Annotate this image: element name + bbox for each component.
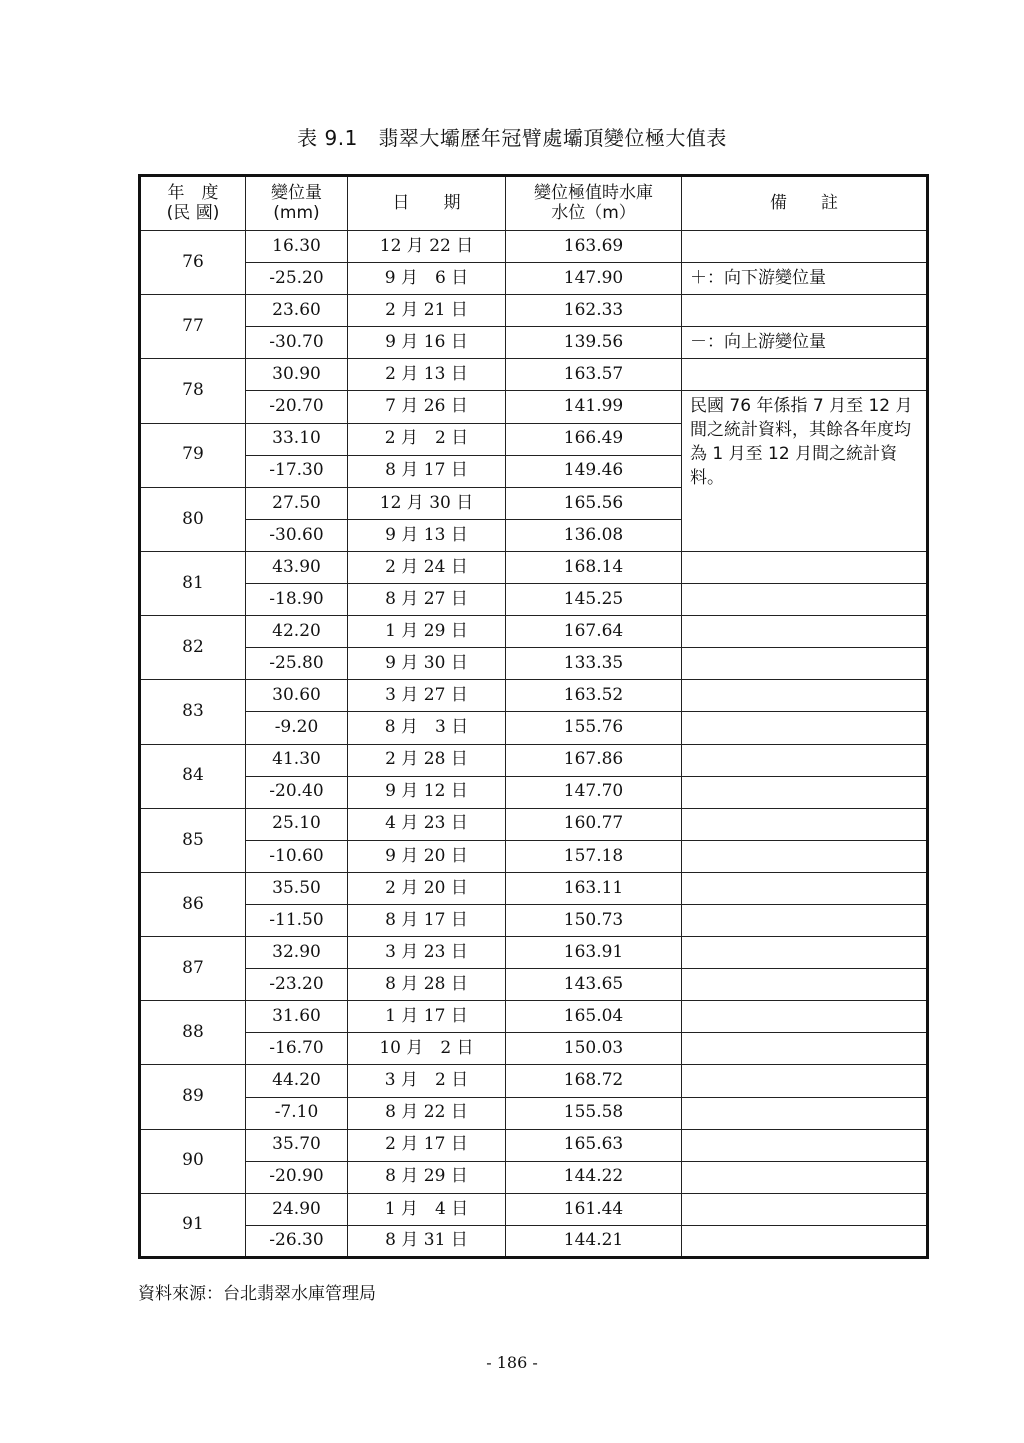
water-level-cell: 147.70 <box>506 776 682 808</box>
water-level-cell: 150.03 <box>506 1033 682 1065</box>
date-cell: 4 月 23 日 <box>348 808 506 840</box>
displacement-cell: -25.20 <box>246 263 348 295</box>
year-cell: 81 <box>140 551 246 615</box>
table-row <box>140 648 928 680</box>
table-row <box>140 1001 928 1033</box>
header-text: 年 度 <box>167 182 219 203</box>
table-row <box>140 776 928 808</box>
table-row <box>140 1161 928 1193</box>
table-row <box>140 616 928 648</box>
displacement-cell: 27.50 <box>246 487 348 519</box>
date-cell: 9 月 6 日 <box>348 263 506 295</box>
date-cell: 8 月 17 日 <box>348 904 506 936</box>
displacement-cell: -11.50 <box>246 904 348 936</box>
remarks-cell <box>682 1001 928 1033</box>
displacement-cell: 41.30 <box>246 744 348 776</box>
header-date <box>348 176 506 231</box>
date-cell: 9 月 20 日 <box>348 840 506 872</box>
water-level-cell: 163.52 <box>506 680 682 712</box>
water-level-cell: 139.56 <box>506 327 682 359</box>
table-row <box>140 359 928 391</box>
date-cell: 2 月 13 日 <box>348 359 506 391</box>
displacement-cell: -23.20 <box>246 969 348 1001</box>
date-cell: 1 月 29 日 <box>348 616 506 648</box>
year-cell: 76 <box>140 231 246 295</box>
date-cell: 2 月 17 日 <box>348 1129 506 1161</box>
year-cell: 90 <box>140 1129 246 1193</box>
water-level-cell: 161.44 <box>506 1193 682 1225</box>
date-cell: 8 月 29 日 <box>348 1161 506 1193</box>
remarks-cell <box>682 359 928 391</box>
date-cell: 12 月 30 日 <box>348 487 506 519</box>
displacement-cell: 30.60 <box>246 680 348 712</box>
date-cell: 8 月 22 日 <box>348 1097 506 1129</box>
header-water-level <box>506 176 682 231</box>
year-cell: 77 <box>140 295 246 359</box>
table-row <box>140 1129 928 1161</box>
displacement-cell: 44.20 <box>246 1065 348 1097</box>
displacement-cell: -17.30 <box>246 455 348 487</box>
displacement-cell: -30.60 <box>246 519 348 551</box>
remarks-cell <box>682 776 928 808</box>
remarks-note: 民國 76 年係指 7 月至 12 月間之統計資料，其餘各年度均為 1 月至 12 月間之統計資料。 <box>682 391 928 551</box>
table-row <box>140 295 928 327</box>
date-cell: 2 月 24 日 <box>348 551 506 583</box>
displacement-cell: -25.80 <box>246 648 348 680</box>
table-row <box>140 872 928 904</box>
water-level-cell: 136.08 <box>506 519 682 551</box>
year-cell: 78 <box>140 359 246 423</box>
remarks-cell <box>682 584 928 616</box>
displacement-cell: 24.90 <box>246 1193 348 1225</box>
table-row <box>140 1033 928 1065</box>
year-cell: 83 <box>140 680 246 744</box>
year-cell: 85 <box>140 808 246 872</box>
date-cell: 7 月 26 日 <box>348 391 506 423</box>
displacement-cell: 16.30 <box>246 231 348 263</box>
table-row <box>140 1065 928 1097</box>
date-cell: 2 月 28 日 <box>348 744 506 776</box>
remarks-cell <box>682 1193 928 1225</box>
displacement-cell: 33.10 <box>246 423 348 455</box>
table-row <box>140 584 928 616</box>
date-cell: 1 月 4 日 <box>348 1193 506 1225</box>
remarks-cell <box>682 1161 928 1193</box>
remarks-cell <box>682 840 928 872</box>
water-level-cell: 150.73 <box>506 904 682 936</box>
table-row <box>140 551 928 583</box>
year-cell: 82 <box>140 616 246 680</box>
date-cell: 9 月 30 日 <box>348 648 506 680</box>
header-text: 變位量 <box>271 182 322 203</box>
year-cell: 80 <box>140 487 246 551</box>
displacement-cell: -26.30 <box>246 1225 348 1257</box>
data-source: 資料來源：台北翡翠水庫管理局 <box>138 1284 376 1304</box>
date-cell: 9 月 16 日 <box>348 327 506 359</box>
header-text: 變位極值時水庫 <box>534 182 653 203</box>
displacement-table <box>138 174 929 1259</box>
date-cell: 12 月 22 日 <box>348 231 506 263</box>
table-row <box>140 1225 928 1257</box>
date-cell: 1 月 17 日 <box>348 1001 506 1033</box>
table-row <box>140 904 928 936</box>
water-level-cell: 163.57 <box>506 359 682 391</box>
header-text: 日 期 <box>392 192 461 213</box>
header-displacement <box>246 176 348 231</box>
date-cell: 9 月 13 日 <box>348 519 506 551</box>
table-row <box>140 712 928 744</box>
displacement-cell: 35.50 <box>246 872 348 904</box>
remarks-cell <box>682 1225 928 1257</box>
displacement-cell: 31.60 <box>246 1001 348 1033</box>
water-level-cell: 167.64 <box>506 616 682 648</box>
displacement-cell: -20.40 <box>246 776 348 808</box>
table-row <box>140 263 928 295</box>
date-cell: 8 月 27 日 <box>348 584 506 616</box>
header-text: 備 註 <box>770 192 838 213</box>
water-level-cell: 163.91 <box>506 937 682 969</box>
date-cell: 10 月 2 日 <box>348 1033 506 1065</box>
year-cell: 87 <box>140 937 246 1001</box>
remarks-cell <box>682 1097 928 1129</box>
date-cell: 8 月 17 日 <box>348 455 506 487</box>
year-cell: 89 <box>140 1065 246 1129</box>
displacement-cell: -30.70 <box>246 327 348 359</box>
date-cell: 3 月 2 日 <box>348 1065 506 1097</box>
date-cell: 3 月 27 日 <box>348 680 506 712</box>
water-level-cell: 160.77 <box>506 808 682 840</box>
table-row <box>140 231 928 263</box>
water-level-cell: 163.11 <box>506 872 682 904</box>
header-row <box>140 176 928 231</box>
remarks-cell: －：向上游變位量 <box>682 327 928 359</box>
date-cell: 8 月 28 日 <box>348 969 506 1001</box>
displacement-cell: -18.90 <box>246 584 348 616</box>
remarks-cell <box>682 969 928 1001</box>
date-cell: 2 月 20 日 <box>348 872 506 904</box>
water-level-cell: 147.90 <box>506 263 682 295</box>
table-row <box>140 840 928 872</box>
table-row <box>140 969 928 1001</box>
water-level-cell: 163.69 <box>506 231 682 263</box>
water-level-cell: 143.65 <box>506 969 682 1001</box>
displacement-cell: -10.60 <box>246 840 348 872</box>
year-cell: 88 <box>140 1001 246 1065</box>
water-level-cell: 165.04 <box>506 1001 682 1033</box>
remarks-cell <box>682 616 928 648</box>
date-cell: 3 月 23 日 <box>348 937 506 969</box>
table-row <box>140 808 928 840</box>
table-row <box>140 1097 928 1129</box>
displacement-cell: -7.10 <box>246 1097 348 1129</box>
remarks-cell <box>682 680 928 712</box>
water-level-cell: 144.22 <box>506 1161 682 1193</box>
water-level-cell: 165.56 <box>506 487 682 519</box>
water-level-cell: 167.86 <box>506 744 682 776</box>
water-level-cell: 155.58 <box>506 1097 682 1129</box>
water-level-cell: 144.21 <box>506 1225 682 1257</box>
header-text: (mm) <box>273 202 320 223</box>
year-cell: 86 <box>140 872 246 936</box>
date-cell: 9 月 12 日 <box>348 776 506 808</box>
displacement-cell: 23.60 <box>246 295 348 327</box>
remarks-cell <box>682 808 928 840</box>
header-remarks <box>682 176 928 231</box>
water-level-cell: 168.14 <box>506 551 682 583</box>
table-row <box>140 680 928 712</box>
displacement-cell: 42.20 <box>246 616 348 648</box>
displacement-cell: -20.70 <box>246 391 348 423</box>
water-level-cell: 162.33 <box>506 295 682 327</box>
table-row <box>140 391 928 423</box>
remarks-cell: ＋：向下游變位量 <box>682 263 928 295</box>
remarks-cell <box>682 937 928 969</box>
displacement-cell: 43.90 <box>246 551 348 583</box>
water-level-cell: 149.46 <box>506 455 682 487</box>
displacement-cell: -20.90 <box>246 1161 348 1193</box>
displacement-cell: 32.90 <box>246 937 348 969</box>
year-cell: 79 <box>140 423 246 487</box>
remarks-cell <box>682 712 928 744</box>
displacement-cell: 35.70 <box>246 1129 348 1161</box>
table-title: 表 9.1 翡翠大壩歷年冠臂處壩頂變位極大值表 <box>297 126 727 150</box>
date-cell: 8 月 3 日 <box>348 712 506 744</box>
remarks-cell <box>682 1065 928 1097</box>
remarks-cell <box>682 1129 928 1161</box>
displacement-cell: 25.10 <box>246 808 348 840</box>
water-level-cell: 133.35 <box>506 648 682 680</box>
remarks-cell <box>682 904 928 936</box>
displacement-cell: 30.90 <box>246 359 348 391</box>
displacement-cell: -9.20 <box>246 712 348 744</box>
remarks-cell <box>682 1033 928 1065</box>
table-row <box>140 744 928 776</box>
table-row <box>140 1193 928 1225</box>
water-level-cell: 145.25 <box>506 584 682 616</box>
remarks-cell <box>682 872 928 904</box>
table-row <box>140 327 928 359</box>
header-text: 水位（m） <box>551 202 636 223</box>
remarks-cell <box>682 295 928 327</box>
date-cell: 2 月 2 日 <box>348 423 506 455</box>
header-text: (民 國) <box>166 202 220 223</box>
displacement-cell: -16.70 <box>246 1033 348 1065</box>
remarks-cell <box>682 231 928 263</box>
date-cell: 2 月 21 日 <box>348 295 506 327</box>
water-level-cell: 141.99 <box>506 391 682 423</box>
date-cell: 8 月 31 日 <box>348 1225 506 1257</box>
water-level-cell: 166.49 <box>506 423 682 455</box>
remarks-cell <box>682 648 928 680</box>
remarks-cell <box>682 551 928 583</box>
year-cell: 91 <box>140 1193 246 1257</box>
remarks-cell <box>682 744 928 776</box>
water-level-cell: 155.76 <box>506 712 682 744</box>
water-level-cell: 168.72 <box>506 1065 682 1097</box>
water-level-cell: 165.63 <box>506 1129 682 1161</box>
year-cell: 84 <box>140 744 246 808</box>
table-row <box>140 937 928 969</box>
water-level-cell: 157.18 <box>506 840 682 872</box>
page-number: - 186 - <box>486 1353 538 1372</box>
header-year <box>140 176 246 231</box>
